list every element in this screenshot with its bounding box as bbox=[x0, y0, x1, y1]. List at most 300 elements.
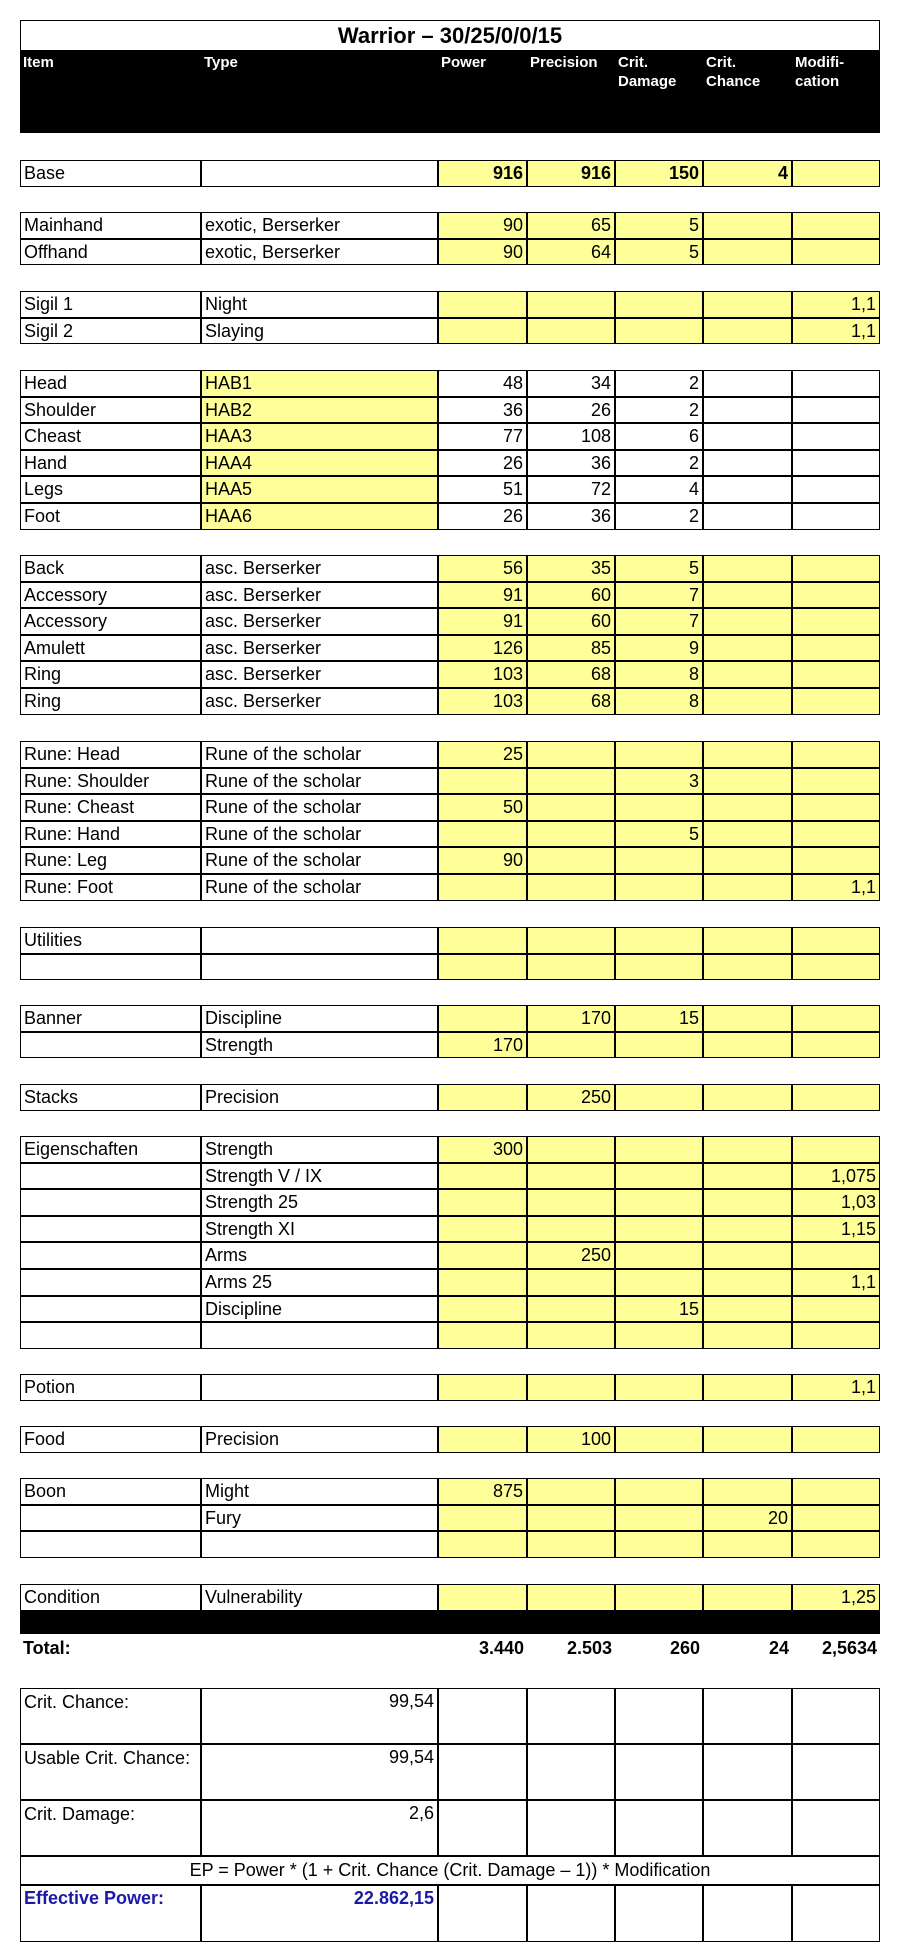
total-precision: 2.503 bbox=[566, 1638, 612, 1658]
type-cell: HAA6 bbox=[201, 503, 438, 530]
precision-cell: 250 bbox=[527, 1084, 615, 1111]
power-cell: 56 bbox=[438, 555, 527, 582]
crit-damage-cell bbox=[615, 1032, 703, 1059]
power-cell: 91 bbox=[438, 608, 527, 635]
crit-chance-cell bbox=[703, 794, 792, 821]
crit-damage-cell: 4 bbox=[615, 476, 703, 503]
item-cell: Banner bbox=[20, 1005, 201, 1032]
power-cell bbox=[438, 1531, 527, 1558]
crit-chance-cell bbox=[703, 1242, 792, 1269]
crit-chance-cell bbox=[703, 291, 792, 318]
column-header: Modifi- cation bbox=[795, 54, 845, 90]
total-label: Total: bbox=[23, 1638, 71, 1658]
crit-chance-cell bbox=[703, 423, 792, 450]
empty-cell bbox=[792, 1688, 880, 1744]
modification-cell bbox=[792, 555, 880, 582]
power-cell bbox=[438, 768, 527, 795]
total-crit-damage: 260 bbox=[669, 1638, 700, 1658]
power-cell bbox=[438, 1505, 527, 1532]
precision-cell: 36 bbox=[527, 450, 615, 477]
summary-label: Crit. Damage: bbox=[20, 1800, 201, 1856]
empty-cell bbox=[527, 1800, 615, 1856]
type-cell: Slaying bbox=[201, 318, 438, 345]
precision-cell: 68 bbox=[527, 661, 615, 688]
crit-chance-cell bbox=[703, 318, 792, 345]
modification-cell bbox=[792, 1505, 880, 1532]
type-cell: exotic, Berserker bbox=[201, 239, 438, 266]
modification-cell bbox=[792, 741, 880, 768]
item-cell: Rune: Hand bbox=[20, 821, 201, 848]
summary-value: 99,54 bbox=[201, 1744, 438, 1800]
power-cell: 36 bbox=[438, 397, 527, 424]
item-cell: Condition bbox=[20, 1584, 201, 1611]
item-cell bbox=[20, 1163, 201, 1190]
item-cell bbox=[20, 1505, 201, 1532]
power-cell: 916 bbox=[438, 160, 527, 187]
column-header: Precision bbox=[530, 54, 598, 71]
crit-chance-cell bbox=[703, 450, 792, 477]
power-cell: 91 bbox=[438, 582, 527, 609]
crit-chance-cell bbox=[703, 1005, 792, 1032]
precision-cell bbox=[527, 1478, 615, 1505]
crit-chance-cell bbox=[703, 608, 792, 635]
type-cell: Rune of the scholar bbox=[201, 874, 438, 901]
crit-chance-cell bbox=[703, 1374, 792, 1401]
type-cell: Arms bbox=[201, 1242, 438, 1269]
empty-cell bbox=[615, 1744, 703, 1800]
power-cell bbox=[438, 318, 527, 345]
power-cell: 103 bbox=[438, 688, 527, 715]
modification-cell bbox=[792, 1296, 880, 1323]
empty-cell bbox=[615, 1688, 703, 1744]
precision-cell: 64 bbox=[527, 239, 615, 266]
precision-cell bbox=[527, 1584, 615, 1611]
crit-damage-cell: 7 bbox=[615, 608, 703, 635]
power-cell: 300 bbox=[438, 1136, 527, 1163]
effective-power-value: 22.862,15 bbox=[201, 1885, 438, 1942]
item-cell: Offhand bbox=[20, 239, 201, 266]
modification-cell: 1,1 bbox=[792, 318, 880, 345]
modification-cell: 1,1 bbox=[792, 1269, 880, 1296]
crit-damage-cell: 5 bbox=[615, 212, 703, 239]
item-cell bbox=[20, 1032, 201, 1059]
empty-cell bbox=[615, 1800, 703, 1856]
empty-cell bbox=[792, 1744, 880, 1800]
crit-damage-cell: 2 bbox=[615, 370, 703, 397]
precision-cell: 85 bbox=[527, 635, 615, 662]
crit-chance-cell bbox=[703, 847, 792, 874]
item-cell bbox=[20, 1322, 201, 1349]
power-cell bbox=[438, 1163, 527, 1190]
power-cell bbox=[438, 1296, 527, 1323]
crit-damage-cell bbox=[615, 1322, 703, 1349]
power-cell bbox=[438, 1374, 527, 1401]
crit-damage-cell bbox=[615, 954, 703, 981]
crit-damage-cell bbox=[615, 1216, 703, 1243]
item-cell bbox=[20, 1216, 201, 1243]
crit-chance-cell bbox=[703, 503, 792, 530]
item-cell: Eigenschaften bbox=[20, 1136, 201, 1163]
crit-chance-cell bbox=[703, 661, 792, 688]
type-cell: Vulnerability bbox=[201, 1584, 438, 1611]
crit-chance-cell bbox=[703, 741, 792, 768]
type-cell: Rune of the scholar bbox=[201, 768, 438, 795]
crit-damage-cell bbox=[615, 1374, 703, 1401]
crit-chance-cell bbox=[703, 1296, 792, 1323]
power-cell: 126 bbox=[438, 635, 527, 662]
type-cell: HAB1 bbox=[201, 370, 438, 397]
crit-damage-cell bbox=[615, 1242, 703, 1269]
crit-damage-cell: 5 bbox=[615, 239, 703, 266]
crit-damage-cell bbox=[615, 1084, 703, 1111]
precision-cell bbox=[527, 1269, 615, 1296]
power-cell bbox=[438, 1322, 527, 1349]
precision-cell: 100 bbox=[527, 1426, 615, 1453]
crit-damage-cell: 3 bbox=[615, 768, 703, 795]
column-header: Item bbox=[23, 54, 54, 71]
type-cell: Fury bbox=[201, 1505, 438, 1532]
precision-cell bbox=[527, 1296, 615, 1323]
empty-cell bbox=[703, 1744, 792, 1800]
modification-cell: 1,075 bbox=[792, 1163, 880, 1190]
power-cell bbox=[438, 1216, 527, 1243]
crit-chance-cell bbox=[703, 1189, 792, 1216]
crit-chance-cell bbox=[703, 874, 792, 901]
column-header: Type bbox=[204, 54, 238, 71]
empty-cell bbox=[527, 1688, 615, 1744]
item-cell bbox=[20, 1189, 201, 1216]
crit-damage-cell: 15 bbox=[615, 1005, 703, 1032]
crit-chance-cell bbox=[703, 1531, 792, 1558]
type-cell: Strength V / IX bbox=[201, 1163, 438, 1190]
item-cell: Rune: Shoulder bbox=[20, 768, 201, 795]
power-cell: 48 bbox=[438, 370, 527, 397]
crit-chance-cell bbox=[703, 1478, 792, 1505]
empty-cell bbox=[703, 1885, 792, 1942]
type-cell: Precision bbox=[201, 1426, 438, 1453]
item-cell bbox=[20, 1242, 201, 1269]
crit-chance-cell bbox=[703, 1084, 792, 1111]
precision-cell bbox=[527, 1136, 615, 1163]
type-cell bbox=[201, 160, 438, 187]
item-cell: Accessory bbox=[20, 582, 201, 609]
modification-cell bbox=[792, 821, 880, 848]
precision-cell: 60 bbox=[527, 582, 615, 609]
crit-damage-cell: 2 bbox=[615, 397, 703, 424]
sheet-title: Warrior – 30/25/0/0/15 bbox=[20, 20, 880, 51]
crit-damage-cell bbox=[615, 847, 703, 874]
item-cell: Ring bbox=[20, 688, 201, 715]
power-cell bbox=[438, 1189, 527, 1216]
item-cell: Rune: Cheast bbox=[20, 794, 201, 821]
empty-cell bbox=[438, 1800, 527, 1856]
column-header: Power bbox=[441, 54, 487, 71]
summary-label: Crit. Chance: bbox=[20, 1688, 201, 1744]
item-cell: Base bbox=[20, 160, 201, 187]
precision-cell bbox=[527, 1505, 615, 1532]
type-cell: Strength bbox=[201, 1032, 438, 1059]
type-cell: HAB2 bbox=[201, 397, 438, 424]
precision-cell bbox=[527, 1216, 615, 1243]
modification-cell bbox=[792, 160, 880, 187]
type-cell: Rune of the scholar bbox=[201, 794, 438, 821]
type-cell: asc. Berserker bbox=[201, 555, 438, 582]
modification-cell bbox=[792, 661, 880, 688]
precision-cell bbox=[527, 768, 615, 795]
precision-cell bbox=[527, 1374, 615, 1401]
precision-cell: 35 bbox=[527, 555, 615, 582]
crit-damage-cell bbox=[615, 1584, 703, 1611]
crit-damage-cell bbox=[615, 1505, 703, 1532]
precision-cell bbox=[527, 1531, 615, 1558]
modification-cell bbox=[792, 1242, 880, 1269]
power-cell bbox=[438, 1584, 527, 1611]
crit-chance-cell bbox=[703, 821, 792, 848]
summary-value: 99,54 bbox=[201, 1688, 438, 1744]
item-cell: Rune: Foot bbox=[20, 874, 201, 901]
power-cell bbox=[438, 927, 527, 954]
modification-cell bbox=[792, 239, 880, 266]
item-cell: Potion bbox=[20, 1374, 201, 1401]
type-cell: Rune of the scholar bbox=[201, 741, 438, 768]
precision-cell: 65 bbox=[527, 212, 615, 239]
item-cell bbox=[20, 1531, 201, 1558]
crit-damage-cell bbox=[615, 1478, 703, 1505]
crit-chance-cell bbox=[703, 768, 792, 795]
crit-damage-cell bbox=[615, 927, 703, 954]
power-cell bbox=[438, 1269, 527, 1296]
modification-cell bbox=[792, 847, 880, 874]
total-modification: 2,5634 bbox=[821, 1638, 877, 1658]
item-cell: Back bbox=[20, 555, 201, 582]
type-cell: asc. Berserker bbox=[201, 688, 438, 715]
item-cell: Sigil 1 bbox=[20, 291, 201, 318]
precision-cell bbox=[527, 794, 615, 821]
type-cell: HAA5 bbox=[201, 476, 438, 503]
power-cell: 77 bbox=[438, 423, 527, 450]
empty-cell bbox=[438, 1885, 527, 1942]
type-cell: Discipline bbox=[201, 1296, 438, 1323]
type-cell bbox=[201, 927, 438, 954]
item-cell: Sigil 2 bbox=[20, 318, 201, 345]
precision-cell bbox=[527, 1163, 615, 1190]
crit-damage-cell: 15 bbox=[615, 1296, 703, 1323]
empty-cell bbox=[703, 1800, 792, 1856]
precision-cell bbox=[527, 847, 615, 874]
item-cell: Stacks bbox=[20, 1084, 201, 1111]
type-cell: Precision bbox=[201, 1084, 438, 1111]
crit-damage-cell bbox=[615, 1531, 703, 1558]
type-cell: Strength bbox=[201, 1136, 438, 1163]
item-cell: Legs bbox=[20, 476, 201, 503]
item-cell: Food bbox=[20, 1426, 201, 1453]
modification-cell bbox=[792, 954, 880, 981]
modification-cell bbox=[792, 1426, 880, 1453]
power-cell bbox=[438, 954, 527, 981]
summary-label: Usable Crit. Chance: bbox=[20, 1744, 201, 1800]
empty-cell bbox=[527, 1744, 615, 1800]
modification-cell bbox=[792, 397, 880, 424]
type-cell: Might bbox=[201, 1478, 438, 1505]
crit-chance-cell bbox=[703, 1216, 792, 1243]
type-cell: Discipline bbox=[201, 1005, 438, 1032]
empty-cell bbox=[703, 1688, 792, 1744]
crit-damage-cell bbox=[615, 291, 703, 318]
crit-chance-cell bbox=[703, 476, 792, 503]
crit-damage-cell bbox=[615, 794, 703, 821]
crit-damage-cell: 8 bbox=[615, 688, 703, 715]
modification-cell bbox=[792, 768, 880, 795]
power-cell: 50 bbox=[438, 794, 527, 821]
item-cell: Mainhand bbox=[20, 212, 201, 239]
precision-cell: 72 bbox=[527, 476, 615, 503]
item-cell bbox=[20, 954, 201, 981]
crit-chance-cell bbox=[703, 1426, 792, 1453]
power-cell bbox=[438, 1005, 527, 1032]
item-cell: Shoulder bbox=[20, 397, 201, 424]
crit-chance-cell bbox=[703, 688, 792, 715]
empty-cell bbox=[527, 1885, 615, 1942]
power-cell bbox=[438, 1242, 527, 1269]
modification-cell bbox=[792, 635, 880, 662]
crit-damage-cell: 9 bbox=[615, 635, 703, 662]
crit-damage-cell bbox=[615, 874, 703, 901]
crit-chance-cell bbox=[703, 239, 792, 266]
total-separator bbox=[20, 1611, 880, 1634]
type-cell bbox=[201, 1322, 438, 1349]
modification-cell: 1,1 bbox=[792, 874, 880, 901]
crit-damage-cell: 7 bbox=[615, 582, 703, 609]
power-cell: 90 bbox=[438, 239, 527, 266]
total-power: 3.440 bbox=[478, 1638, 524, 1658]
modification-cell bbox=[792, 688, 880, 715]
power-cell: 26 bbox=[438, 450, 527, 477]
precision-cell: 34 bbox=[527, 370, 615, 397]
empty-cell bbox=[438, 1744, 527, 1800]
empty-cell bbox=[438, 1688, 527, 1744]
modification-cell bbox=[792, 582, 880, 609]
precision-cell: 68 bbox=[527, 688, 615, 715]
modification-cell bbox=[792, 450, 880, 477]
precision-cell bbox=[527, 741, 615, 768]
type-cell bbox=[201, 954, 438, 981]
power-cell: 25 bbox=[438, 741, 527, 768]
item-cell: Foot bbox=[20, 503, 201, 530]
type-cell: asc. Berserker bbox=[201, 608, 438, 635]
type-cell: Night bbox=[201, 291, 438, 318]
type-cell bbox=[201, 1531, 438, 1558]
precision-cell bbox=[527, 291, 615, 318]
crit-damage-cell: 6 bbox=[615, 423, 703, 450]
precision-cell bbox=[527, 1322, 615, 1349]
precision-cell: 36 bbox=[527, 503, 615, 530]
empty-cell bbox=[792, 1885, 880, 1942]
item-cell bbox=[20, 1296, 201, 1323]
power-cell: 90 bbox=[438, 847, 527, 874]
type-cell: Strength 25 bbox=[201, 1189, 438, 1216]
crit-chance-cell bbox=[703, 397, 792, 424]
item-cell: Head bbox=[20, 370, 201, 397]
modification-cell bbox=[792, 927, 880, 954]
type-cell: Rune of the scholar bbox=[201, 821, 438, 848]
precision-cell: 108 bbox=[527, 423, 615, 450]
modification-cell bbox=[792, 1084, 880, 1111]
modification-cell bbox=[792, 212, 880, 239]
column-header: Crit. Damage bbox=[618, 54, 677, 90]
power-cell bbox=[438, 821, 527, 848]
modification-cell bbox=[792, 476, 880, 503]
crit-damage-cell: 5 bbox=[615, 555, 703, 582]
crit-damage-cell bbox=[615, 318, 703, 345]
crit-chance-cell bbox=[703, 212, 792, 239]
crit-chance-cell bbox=[703, 582, 792, 609]
power-cell bbox=[438, 1084, 527, 1111]
crit-chance-cell bbox=[703, 555, 792, 582]
power-cell: 90 bbox=[438, 212, 527, 239]
crit-chance-cell bbox=[703, 370, 792, 397]
item-cell: Utilities bbox=[20, 927, 201, 954]
crit-chance-cell bbox=[703, 1269, 792, 1296]
power-cell bbox=[438, 874, 527, 901]
empty-cell bbox=[615, 1885, 703, 1942]
precision-cell: 916 bbox=[527, 160, 615, 187]
crit-damage-cell: 2 bbox=[615, 503, 703, 530]
crit-chance-cell bbox=[703, 954, 792, 981]
modification-cell bbox=[792, 1136, 880, 1163]
type-cell: asc. Berserker bbox=[201, 582, 438, 609]
crit-damage-cell bbox=[615, 741, 703, 768]
modification-cell bbox=[792, 1478, 880, 1505]
item-cell: Rune: Leg bbox=[20, 847, 201, 874]
column-header: Crit. Chance bbox=[706, 54, 761, 90]
power-cell: 103 bbox=[438, 661, 527, 688]
crit-damage-cell bbox=[615, 1136, 703, 1163]
item-cell: Hand bbox=[20, 450, 201, 477]
modification-cell bbox=[792, 1531, 880, 1558]
modification-cell bbox=[792, 503, 880, 530]
item-cell: Ring bbox=[20, 661, 201, 688]
precision-cell bbox=[527, 927, 615, 954]
crit-damage-cell bbox=[615, 1163, 703, 1190]
modification-cell bbox=[792, 1005, 880, 1032]
precision-cell: 26 bbox=[527, 397, 615, 424]
precision-cell: 60 bbox=[527, 608, 615, 635]
crit-damage-cell: 150 bbox=[615, 160, 703, 187]
power-cell: 51 bbox=[438, 476, 527, 503]
item-cell: Cheast bbox=[20, 423, 201, 450]
type-cell: HAA4 bbox=[201, 450, 438, 477]
crit-chance-cell bbox=[703, 1136, 792, 1163]
crit-damage-cell: 2 bbox=[615, 450, 703, 477]
type-cell: Arms 25 bbox=[201, 1269, 438, 1296]
precision-cell: 170 bbox=[527, 1005, 615, 1032]
crit-chance-cell bbox=[703, 1032, 792, 1059]
type-cell bbox=[201, 1374, 438, 1401]
modification-cell: 1,1 bbox=[792, 1374, 880, 1401]
modification-cell bbox=[792, 1032, 880, 1059]
type-cell: asc. Berserker bbox=[201, 635, 438, 662]
type-cell: exotic, Berserker bbox=[201, 212, 438, 239]
precision-cell bbox=[527, 1032, 615, 1059]
effective-power-label: Effective Power: bbox=[20, 1885, 201, 1942]
modification-cell bbox=[792, 794, 880, 821]
modification-cell bbox=[792, 423, 880, 450]
crit-chance-cell bbox=[703, 927, 792, 954]
modification-cell: 1,1 bbox=[792, 291, 880, 318]
type-cell: Strength XI bbox=[201, 1216, 438, 1243]
precision-cell bbox=[527, 874, 615, 901]
crit-chance-cell bbox=[703, 1322, 792, 1349]
